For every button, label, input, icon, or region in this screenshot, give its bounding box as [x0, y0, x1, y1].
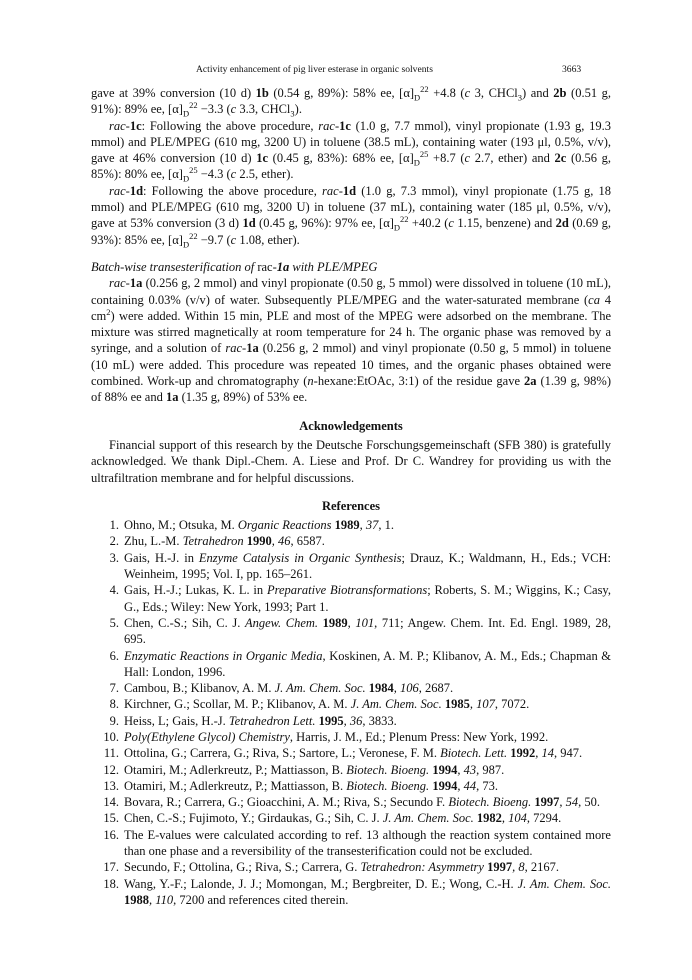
- reference-rest: , Koskinen, A. M. P.; Klibanov, A. M., Eds.; Chapman & Hall: London, 1996.: [124, 648, 612, 679]
- paragraph-rac-1d: rac-1d: Following the above procedure, rac-1d (1.0 g, 7.3 mmol), vinyl propionate (1.75 g, 18 mmol) and PLE/MPEG (610 mg, 3200 U) in toluene (37 mL), containing water (185 μl, 0.5%, v/v), gave at 53% conversion (3 d) 1d (0.45 g, 96%): 97% ee, $[\alpha]_D^{22} +40.2$ (c 1.15, benzene) and 2d (0.69 g, 93%): 85% ee, $[\alpha]_D^{22} -9.7$ (c 1.08, ether).: [91, 183, 611, 250]
- reference-rest: , 1.: [378, 518, 395, 533]
- reference-number: 14.: [103, 795, 119, 810]
- reference-number: 5.: [109, 615, 119, 630]
- reference-number: 6.: [109, 648, 119, 663]
- reference-year: 1989: [318, 615, 348, 630]
- reference-authors: Kirchner, G.; Scollar, M. P.; Klibanov, A. M.: [124, 697, 351, 712]
- paragraph-rac-1c: rac-1c: Following the above procedure, rac-1c (1.0 g, 7.7 mmol), vinyl propionate (1.93 g, 19.3 mmol) and PLE/MPEG (610 mg, 3200 U) in toluene (38.5 mL), containing water (193 μl, 0.5%, v/v), gave at 46% conversion (10 d) 1c (0.45 g, 83%): 68% ee, $[\alpha]_D^{25} +8.7$ (c 2.7, ether) and 2c (0.56 g, 85%): 80% ee, $[\alpha]_D^{25} -4.3$ (c 2.5, ether).: [91, 118, 611, 184]
- reference-source: J. Am. Chem. Soc.: [274, 681, 366, 696]
- reference-source: Angew. Chem.: [244, 615, 319, 630]
- article-body: [91, 85, 611, 908]
- reference-item: [91, 762, 611, 778]
- reference-authors: Otamiri, M.; Adlerkreutz, P.; Mattiasson, B.: [124, 762, 347, 777]
- reference-number: 8.: [109, 697, 119, 712]
- reference-source: Tetrahedron Lett.: [228, 713, 316, 728]
- reference-item: [91, 745, 611, 761]
- reference-authors: Secundo, F.; Ottolina, G.; Riva, S.; Carrera, G.: [124, 860, 361, 875]
- reference-year: 1982: [473, 811, 502, 826]
- reference-volume: , 107: [469, 697, 495, 712]
- reference-rest: , 73.: [476, 778, 498, 793]
- running-title: Activity enhancement of pig liver esterase in organic solvents: [196, 64, 433, 75]
- reference-year: 1988: [124, 892, 149, 907]
- reference-item: [91, 810, 611, 826]
- reference-source: J. Am. Chem. Soc.: [350, 697, 442, 712]
- reference-number: 3.: [109, 550, 119, 565]
- reference-source: J. Am. Chem. Soc.: [517, 876, 611, 891]
- reference-rest: , 987.: [476, 762, 505, 777]
- reference-authors: Chen, C.-S.; Fujimoto, Y.; Girdaukas, G.; Sih, C. J.: [124, 811, 383, 826]
- reference-year: 1997: [483, 860, 513, 875]
- batch-section-title: Batch-wise transesterification of rac-1a with PLE/MPEG: [91, 259, 378, 274]
- reference-rest: , 711; Angew. Chem. Int. Ed. Engl. 1989, 28, 695.: [124, 615, 612, 647]
- reference-year: 1995: [315, 713, 344, 728]
- reference-volume: , 44: [457, 778, 477, 793]
- reference-volume: , 110: [149, 892, 174, 907]
- reference-source: Enzyme Catalysis in Organic Synthesis: [198, 550, 402, 565]
- reference-authors: Zhu, L.-M.: [124, 534, 183, 549]
- page-number: 3663: [562, 64, 582, 75]
- reference-number: 7.: [109, 681, 119, 696]
- reference-year: 1989: [331, 518, 360, 533]
- reference-authors: Bovara, R.; Carrera, G.; Gioacchini, A. M.; Riva, S.; Secundo F.: [124, 795, 449, 810]
- reference-item: [91, 713, 611, 729]
- reference-number: 16.: [103, 827, 119, 842]
- reference-source: Biotech. Bioeng.: [346, 778, 430, 793]
- reference-volume: , 104: [501, 811, 527, 826]
- reference-rest: , 7072.: [494, 697, 530, 712]
- reference-year: 1990: [243, 534, 272, 549]
- reference-year: 1992: [507, 746, 536, 761]
- reference-number: 4.: [109, 583, 119, 598]
- reference-item: [91, 859, 611, 875]
- reference-item: [91, 533, 611, 549]
- reference-source: Preparative Biotransformations: [266, 583, 428, 598]
- reference-authors: The E-values were calculated according to ref. 13 although the reaction system contained more than one phase and a reversibility of the transesterification could not be excluded.: [124, 827, 611, 859]
- running-header: [0, 64, 692, 78]
- acknowledgements-text: Financial support of this research by the Deutsche Forschungsgemeinschaft (SFB 380) is gratefully acknowledged. We thank Dipl.-Chem. A. Liese and Prof. Dr C. Wandrey for providing us with the ultrafiltration membrane and for helpful discussions.: [91, 437, 611, 485]
- reference-number: 18.: [103, 876, 119, 891]
- reference-item: [91, 778, 611, 794]
- reference-source: Enzymatic Reactions in Organic Media: [124, 648, 323, 663]
- reference-item: [91, 729, 611, 745]
- reference-year: 1994: [429, 778, 458, 793]
- reference-authors: Gais, H.-J. in: [124, 550, 199, 565]
- references-heading: References: [321, 498, 381, 513]
- reference-authors: Gais, H.-J.; Lukas, K. L. in: [124, 583, 267, 598]
- reference-authors: Cambou, B.; Klibanov, A. M.: [124, 681, 275, 696]
- reference-item: [91, 680, 611, 696]
- reference-rest: , 7294.: [526, 811, 562, 826]
- reference-rest: , Harris, J. M., Ed.; Plenum Press: New York, 1992.: [289, 729, 549, 744]
- reference-rest: , 50.: [578, 795, 601, 810]
- reference-rest: , 6587.: [290, 534, 325, 549]
- reference-volume: , 101: [347, 615, 375, 630]
- reference-rest: , 2687.: [418, 681, 454, 696]
- reference-source: Tetrahedron: [182, 534, 244, 549]
- reference-item: [91, 648, 611, 681]
- reference-volume: , 36: [343, 713, 363, 728]
- reference-number: 10.: [103, 729, 119, 744]
- reference-year: 1984: [365, 681, 394, 696]
- reference-item: [91, 827, 611, 860]
- reference-authors: Ottolina, G.; Carrera, G.; Riva, S.; Sartore, L.; Veronese, F. M.: [124, 746, 441, 761]
- reference-number: 2.: [109, 534, 119, 549]
- reference-source: Tetrahedron: Asymmetry: [360, 860, 484, 875]
- reference-authors: Chen, C.-S.; Sih, C. J.: [124, 615, 245, 630]
- reference-rest: , 7200 and references cited therein.: [173, 892, 349, 907]
- reference-item: [91, 550, 611, 583]
- reference-volume: , 106: [393, 681, 419, 696]
- reference-volume: , 37: [359, 518, 379, 533]
- reference-source: Poly(Ethylene Glycol) Chemistry: [124, 729, 290, 744]
- reference-number: 12.: [103, 762, 119, 777]
- paragraph-1b-2b: gave at 39% conversion (10 d) 1b (0.54 g, 89%): 58% ee, $[\alpha]_D^{22} +4.8$ (c 3, CHCl$_3$) and 2b (0.51 g, 91%): 89% ee, $[\alpha]_D^{22} -3.3$ (c 3.3, CHCl$_3$).: [91, 83, 611, 119]
- reference-volume: , 46: [271, 534, 291, 549]
- reference-source: Biotech. Lett.: [440, 746, 508, 761]
- acknowledgements-heading: Acknowledgements: [299, 418, 403, 433]
- reference-number: 1.: [109, 518, 119, 533]
- reference-rest: , 3833.: [362, 713, 397, 728]
- reference-item: [91, 517, 611, 533]
- reference-authors: Otamiri, M.; Adlerkreutz, P.; Mattiasson, B.: [124, 778, 347, 793]
- reference-item: [91, 696, 611, 712]
- reference-list: [91, 517, 611, 908]
- reference-item: [91, 794, 611, 810]
- reference-number: 9.: [109, 713, 119, 728]
- reference-number: 13.: [103, 778, 119, 793]
- reference-authors: Wang, Y.-F.; Lalonde, J. J.; Momongan, M.; Bergbreiter, D. E.; Wong, C.-H.: [124, 876, 518, 891]
- reference-volume: , 8: [512, 860, 525, 875]
- batch-paragraph: rac-1a (0.256 g, 2 mmol) and vinyl propionate (0.50 g, 5 mmol) were dissolved in toluene (10 mL), containing 0.03% (v/v) of water. Subsequently PLE/MPEG and the water-saturated membrane (ca 4 $cm^2$) were added. Within 15 min, PLE and most of the MPEG were adsorbed on the membrane. The mixture was stirred magnetically at room temperature for 24 h. The organic phase was removed by a syringe, and a solution of rac-1a (0.256 g, 2 mmol) and vinyl propionate (0.50 g, 5 mmol) in toluene (10 mL) were added. This procedure was repeated 10 times, and the organic phases obtained were combined. Work-up and chromatography (n-hexane:EtOAc, 3:1) of the residue gave 2a (1.39 g, 98%) of 88% ee and 1a (1.35 g, 89%) of 53% ee.: [91, 276, 611, 405]
- reference-source: Biotech. Bioeng.: [346, 762, 430, 777]
- reference-year: 1994: [429, 762, 458, 777]
- reference-item: [91, 876, 611, 909]
- reference-number: 15.: [103, 811, 119, 826]
- reference-volume: , 14: [535, 746, 554, 761]
- reference-source: J. Am. Chem. Soc.: [382, 811, 474, 826]
- reference-year: 1985: [441, 697, 470, 712]
- reference-item: [91, 615, 611, 648]
- reference-rest: ; Drauz, K.; Waldmann, H., Eds.; VCH: Weinheim, 1995; Vol. I, pp. 165–261.: [124, 550, 611, 582]
- reference-authors: Heiss, L; Gais, H.-J.: [124, 713, 229, 728]
- reference-rest: , 947.: [553, 746, 583, 761]
- reference-number: 17.: [103, 860, 119, 875]
- reference-authors: Ohno, M.; Otsuka, M.: [124, 518, 238, 533]
- reference-rest: , 2167.: [524, 860, 559, 875]
- reference-volume: , 43: [457, 762, 477, 777]
- reference-item: [91, 582, 611, 615]
- reference-number: 11.: [103, 746, 119, 761]
- reference-year: 1997: [531, 795, 560, 810]
- reference-source: Organic Reactions: [237, 518, 332, 533]
- reference-source: Biotech. Bioeng.: [448, 795, 532, 810]
- reference-rest: ; Roberts, S. M.; Wiggins, K.; Casy, G., Eds.; Wiley: New York, 1993; Part 1.: [124, 583, 611, 614]
- reference-volume: , 54: [559, 795, 579, 810]
